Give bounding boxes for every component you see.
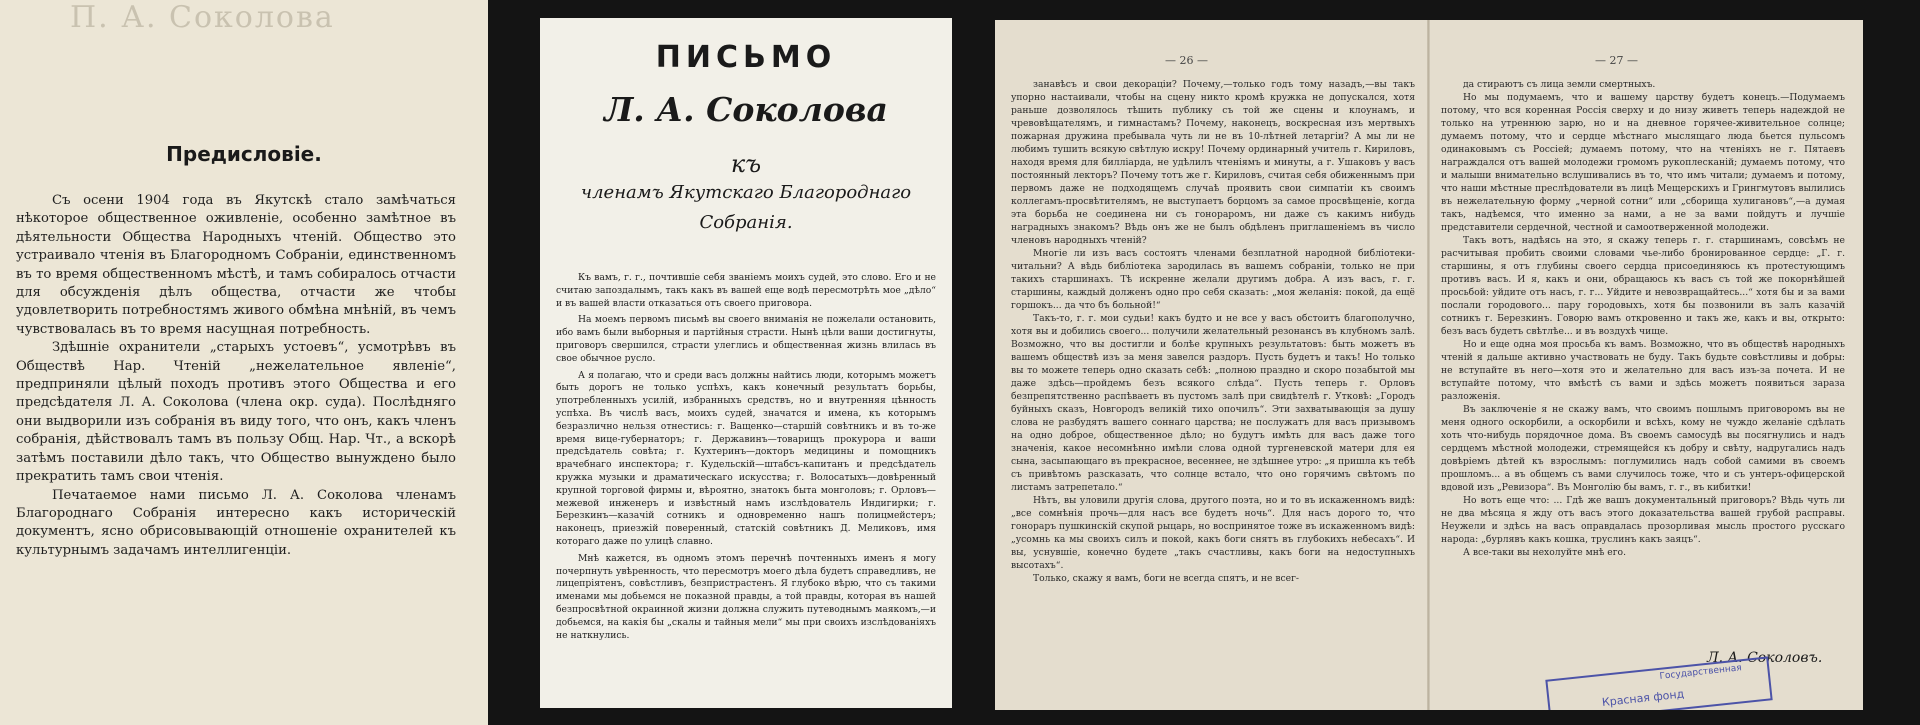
page-27-paragraph: Но и еще одна моя просьба къ вамъ. Возможно, что въ обществѣ народныхъ чтеній я дальше активно участвовать не буду. Такъ будьте совѣстливы и добры: не вступайте въ него—хотя это и желательно для васъ изъ-за почета. И не вступайте потому, что вмѣстѣ съ вами и здѣсь можетъ появиться зараза разложенія. — [1441, 339, 1845, 402]
stamp-text-top: Государственная — [1659, 663, 1743, 682]
letter-author: Л. А. Соколова — [604, 90, 888, 129]
page-27-paragraph: Въ заключеніе я не скажу вамъ, что своимъ пошлымъ приговоромъ вы не меня одного оскорбили, а оскорбили и всѣхъ, кому не чуждо желаніе сдѣлать хоть что-нибудь порядочное дома. Въ своемъ самосудѣ вы посягнулись и надъ сердцемъ мѣстной молодежи, стремящейся къ добру и свѣту, надругались надъ довѣріемъ дѣтей къ взрослымъ: поглумились надъ собой самими въ своемъ прошломъ... а въ общемъ съ вами случилось тоже, что и съ унтеръ-офицерской вдовой изъ „Ревизора“. Въ Монголію бы вамъ, г. г., въ кибитки! — [1441, 404, 1845, 493]
letter-body — [556, 272, 936, 646]
author-signature: Л. А. Соколовъ. — [1707, 650, 1823, 666]
page-26-body — [1011, 78, 1415, 585]
letter-subtitle-line2: Собранія. — [699, 212, 793, 233]
archive-stamp — [1545, 656, 1772, 710]
page-26-paragraph: Нѣтъ, вы уловили другія слова, другого поэта, но и то въ искаженномъ видѣ: „все сомнѣнія прочь—для насъ все будетъ ночь“. Для насъ дорого то, что гонораръ пушкинскій скупой рыцарь, но воспринятое тоже въ искаженномъ видѣ: „усомнь ка мы своихъ силъ и покой, какъ боги снятъ въ глубокихъ небесахъ“. И вы, уснувшіе, конечно будете „такъ счастливы, какъ боги на недоступныхъ высотахъ“. — [1011, 495, 1415, 571]
preface-body — [16, 192, 456, 560]
letter-title-page — [540, 18, 952, 708]
stamp-text-bottom: Красная фонд — [1601, 687, 1685, 709]
faded-header-text: П. А. Соколова — [70, 0, 335, 35]
page-27-paragraph: Но вотъ еще что: ... Гдѣ же вашъ документальный приговоръ? Вѣдь чуть ли не два мѣсяца я жду отъ васъ этого доказательства вашей грубой расправы. Неужели и здѣсь на васъ оправдалась прозорливая мысль простого русскаго народа: „бурлявъ какъ кошка, труслинъ какъ заяцъ“. — [1441, 495, 1845, 545]
preface-paragraph: Здѣшніе охранители „старыхъ устоевъ“, усмотрѣвъ въ Обществѣ Нар. Чтеній „нежелательное явленіе“, предприняли цѣлый походъ противъ этого Общества и его предсѣдателя Л. А. Соколова (члена окр. суда). Послѣдняго они выдворили изъ собранія въ виду того, что онъ, какъ членъ собранія, дѣйствовалъ тамъ въ пользу Общ. Нар. Чт., а вскорѣ затѣмъ поставили дѣло такъ, что Общество вынуждено было прекратить тамъ свои чтенія. — [16, 340, 456, 485]
page-26-paragraph: Только, скажу я вамъ, боги не всегда спятъ, и не всег- — [1033, 573, 1300, 584]
page-26-paragraph: Многіе ли изъ васъ состоятъ членами безплатной народной библіотеки-читальни? А вѣдь библіотека зародилась въ вашемъ собраніи, только не при такихъ старшинахъ. Тѣ искренне желали другимъ добра. А изъ васъ, г. г. старшины, каждый долженъ одно про себя сказать: „моя желанія: покой, да ещё горшокъ... да что бъ больной!“ — [1011, 248, 1415, 311]
page-number-26: — 26 — — [1165, 54, 1208, 67]
letter-paragraph: А я полагаю, что и среди васъ должны найтись люди, которымъ можетъ быть дорогъ не только успѣхъ, какъ конечный результатъ борьбы, употребленныхъ усилій, избранныхъ средствъ, но и внутренняя цѣнность успѣха. Въ числѣ васъ, моихъ судей, значатся и имена, къ которымъ безразлично нельзя отнестись: г. Ващенко—старшій совѣтникъ и въ то-же время вице-губернаторъ; г. Державинъ—товарищъ прокурора и ваши предсѣдатель совѣта; г. Кухтеринъ—докторъ медицины и помощникъ врачебнаго инспектора; г. Кудельскій—штабсъ-капитанъ и предсѣдатель кружка музыки и драматическаго искусства; г. Волосатыхъ—довѣренный крупной торговой фирмы и, вѣроятно, знатокъ быта монголовъ; г. Орловъ—межевой инженеръ и извѣстный намъ изслѣдователь Индигирки; г. Березкинъ—казачій сотникъ и одновременно нашъ полицмейстеръ; наконецъ, приезжій поверенный, статскій совѣтникъ Д. Меликовъ, имя котораго даже по улицѣ славно. — [556, 369, 936, 547]
page-27-paragraph: Но мы подумаемъ, что и вашему царству будетъ конецъ.—Подумаемъ потому, что вся коренная Россія сверху и до низу живетъ теперь надеждой не только на утреннюю зарю, но и на дневное горячее-живительное солнце; думаемъ потому, что и сердце мѣстнаго мыслящаго люда бьется пульсомъ одинаковымъ съ Россіей; думаемъ потому, что на чтеніяхъ не г. Пятаевъ награждался отъ вашей молодежи громомъ рукоплесканій; думаемъ потому, что и малыши внимательно вслушивались въ то, что имъ читали; думаемъ и потому, что наши мѣстные преслѣдователи въ лицѣ Мещерскихъ и Грингмутовъ вылились въ нежелательную форму „черной сотни“ или „сборища хулигановъ“,—а думая такъ, надѣемся, что именно за нами, а не за вами пойдутъ и лучшіе представители сердечной, честной и самоотверженной молодежи. — [1441, 92, 1845, 233]
page-27-paragraph: да стираютъ съ лица земли смертныхъ. — [1463, 79, 1656, 90]
letter-paragraph: Къ вамъ, г. г., почтившіе себя званіемъ моихъ судей, это слово. Его и не считаю запоздалымъ, такъ какъ въ вашей еще водѣ пересмотрѣть мое „дѣло“ и въ вашей власти отказаться отъ своего приговора. — [556, 272, 936, 309]
page-27-body — [1441, 78, 1845, 559]
preface-paragraph: Съ осени 1904 года въ Якутскѣ стало замѣчаться нѣкоторое общественное оживленіе, особенно замѣтное въ дѣятельности Общества Народныхъ чтеній. Общество это устраивало чтенія въ Благородномъ Собраніи, единственномъ въ то время общественномъ мѣстѣ, и тамъ собиралось отчасти для обсужденія дѣлъ общества, отчасти же чтобы удовлетворить потребностямъ живого обмѣна мнѣній, въ чемъ чувствовалась въ то время насущная потребность. — [16, 193, 456, 337]
page-26-paragraph: Такъ-то, г. г. мои судьи! какъ будто и не все у васъ обстоитъ благополучно, хотя вы и добились своего... получили желательный резонансъ въ клубномъ залѣ. Возможно, что вы достигли и болѣе крупныхъ результатовъ: быть можетъ въ вашемъ обществѣ изъ за меня завелся раздоръ. Пусть будетъ и такъ! Но только вы то можете теперь одно сказать себѣ: „полною праздно и скоро позабытой мы даже здѣсь—пройдемъ безъ всякого слѣда“. Пусть теперь г. Орловъ безпрепятственно распѣваетъ въ пустомъ залѣ при свидѣтелѣ г. Утковѣ: „Городъ буйныхъ сказъ, Новгородъ великій тихо опочилъ“. Эти захватывающія за душу слова не разбудятъ вашего соннаго царства; не послужатъ для васъ призывомъ на одно доброе, общественное дѣло; но будутъ имѣть для васъ даже того значенія, какое несомнѣнно имѣли слова одной тургеневской матери для ея сына, засыпающаго въ прекрасное, весеннее, нe здѣшнее утро: „я пришла къ тебѣ съ привѣтомъ разсказать, что солнце встало, что оно горячимъ свѣтомъ по листамъ затрепетало.“ — [1011, 313, 1415, 493]
page-27-paragraph: Такъ вотъ, надѣясь на это, я скажу теперь г. г. старшинамъ, совсѣмъ не расчитывая пробить своими словами чье-либо бронированное сердце: „Г. г. старшины, я отъ глубины своего сердца присоединяюсь къ протестующимъ противъ васъ. И я, какъ и они, обращаюсь къ васъ съ той же покорнѣйшей просьбой: уйдите отъ насъ, г. г... Уйдите и невозвращайтесь...“ хотя бы и за вами послали городового... пару городовыхъ, хотя бы позвонили въ залъ казачій сотникъ г. Березкинъ. Говорю вамъ откровенно и такъ же, какъ и вы, открыто: безъ васъ будетъ свѣтлѣе... и въ воздухѣ чище. — [1441, 235, 1845, 337]
preface-page — [0, 0, 488, 725]
preface-paragraph: Печатаемое нами письмо Л. А. Соколова членамъ Благороднаго Собранія интересно какъ историческій документъ, ясно обрисовывающій отношеніе охранителей къ культурнымъ задачамъ интеллигенціи. — [16, 487, 456, 558]
preface-heading: Предисловіе. — [166, 142, 322, 166]
letter-paragraph: На моемъ первомъ письмѣ вы своего вниманія не пожелали остановить, ибо вамъ были выборныя и партійныя страсти. Нынѣ цѣли ваши достигнуты, приговоръ свершился, страсти улеглись и общественная жизнь влилась въ свое обычное русло. — [556, 314, 936, 364]
spread-gutter — [1427, 20, 1430, 710]
letter-paragraph: Мнѣ кажется, въ одномъ этомъ перечнѣ почтенныхъ именъ я могу почерпнуть увѣренность, что пересмотръ моего дѣла будетъ справедливъ, не лицепріятенъ, совѣстливъ, безпристрастенъ. Я глубоко вѣрю, что съ такими именами мы добьемся не показной правды, а той правды, которая въ нашей безпросвѣтной окраинной жизни должна служить путеводнымъ маякомъ,—и добьемся, на какія бы „скалы и тайныя мели“ мы при своихъ изслѣдованіяхъ не наткнулись. — [556, 552, 936, 641]
page-27-paragraph: А все-таки вы нехолуйте мнѣ его. — [1463, 547, 1627, 558]
letter-title: ПИСЬМО — [655, 40, 837, 75]
letter-subtitle-line1: членамъ Якутскаго Благороднаго — [580, 182, 912, 203]
page-26-paragraph: занавѣсъ и свои декораціи? Почему,—только годъ тому назадъ,—вы такъ упорно настаивали, чтобы на сцену никто кромѣ кружка не допускался, хотя раньше дозволялось тѣшить публику съ той же сцены и клоунамъ, и чревовѣщателямъ, и гимнастамъ? Почему, наконецъ, воскресная изъ мертвыхъ пожарная дружина пребывала чуть ли не въ 10-лѣтней летаргіи? А мы ли не любимъ тушить всякую свѣтлую искру! Почему ординарный учитель г. Кириловъ, находя время для билліарда, не удѣлилъ чтеніямъ и минуты, а г. Ушаковъ у васъ постоянный лекторъ? Почему тотъ же г. Кириловъ, считая себя обиженнымъ при первомъ даже не подходящемъ случаѣ проявить свои симпатіи къ своимъ коллегамъ-просвѣтителямъ, не выступаетъ борцомъ за самое просвѣщеніе, когда эта борьба не соединена ни съ гонораромъ, ни даже съ какимъ нибудь наградныхъ знакомъ? Вѣдь онъ же не былъ обдѣленъ приглашеніемъ въ число членовъ народныхъ чтеній? — [1011, 79, 1415, 246]
letter-to: къ — [730, 150, 762, 178]
page-number-27: — 27 — — [1595, 54, 1638, 67]
book-spread — [995, 20, 1863, 710]
